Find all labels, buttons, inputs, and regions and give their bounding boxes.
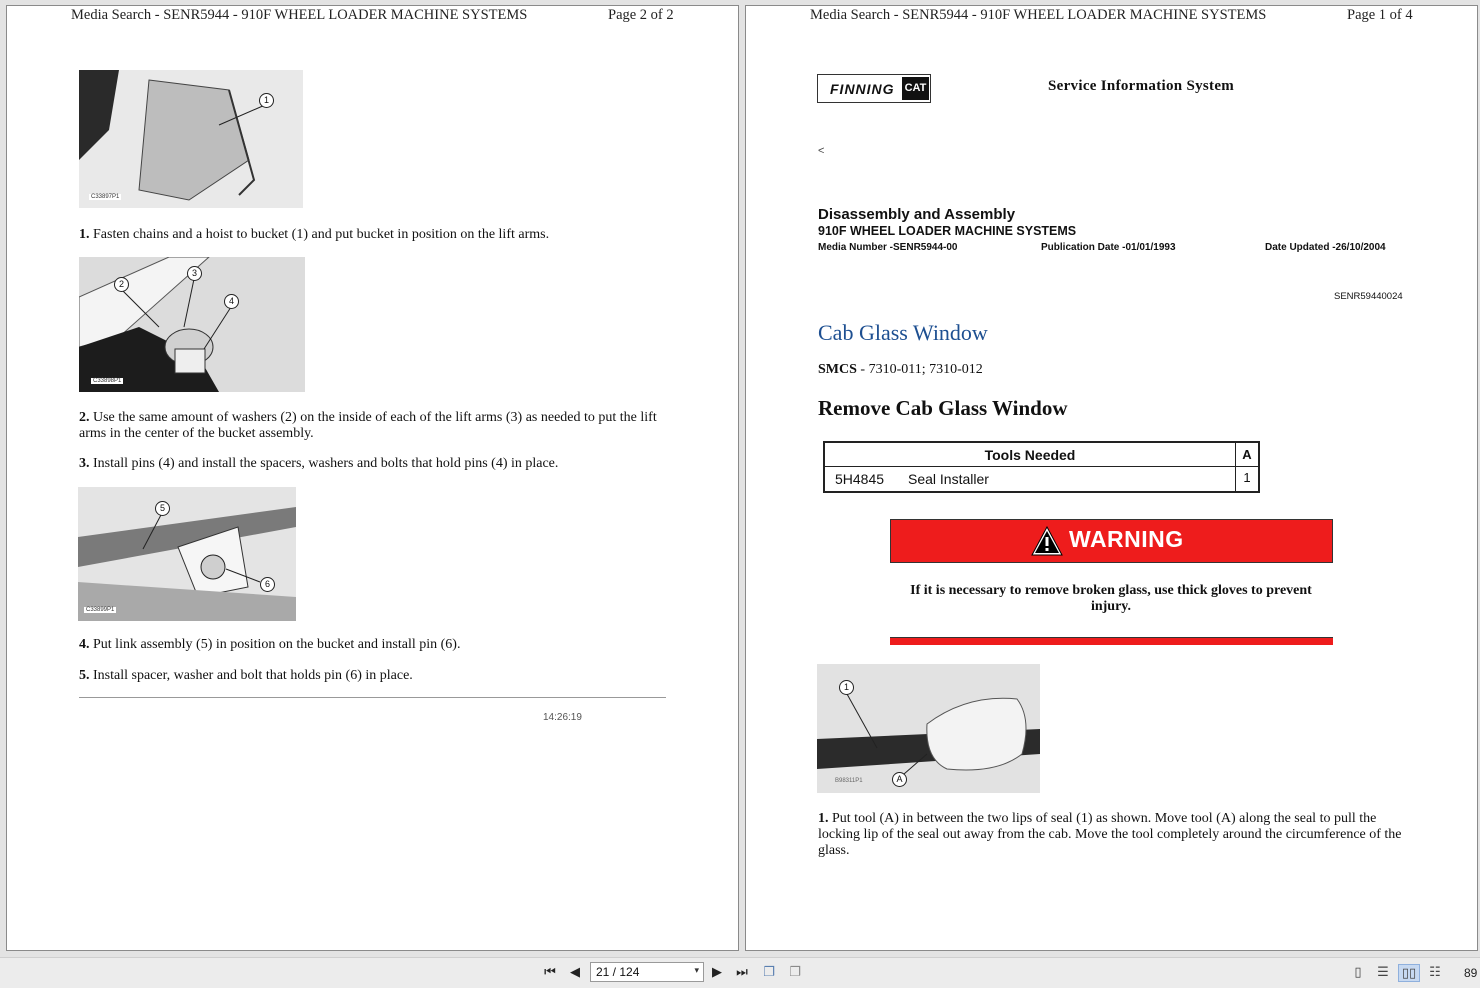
footer-time: 14:26:19: [543, 712, 582, 723]
photo-id: C33897P1: [91, 194, 120, 200]
step-number: 5.: [79, 668, 90, 683]
facing-icon[interactable]: ▯▯: [1398, 964, 1420, 982]
step-2: [79, 410, 669, 442]
procedure-title: Remove Cab Glass Window: [818, 396, 1068, 420]
back-arrow-icon[interactable]: <: [818, 145, 825, 157]
callout-label: 3: [187, 266, 202, 281]
continuous-facing-icon[interactable]: ☷: [1429, 965, 1441, 980]
step-text: Use the same amount of washers (2) on the inside of each of the lift arms (3) as needed to put the lift arms in the center of the bucket assembly.: [79, 410, 657, 441]
step-number: 1.: [79, 227, 90, 242]
last-page-icon[interactable]: ⏭: [736, 965, 748, 980]
page-title: Cab Glass Window: [818, 320, 988, 345]
footer-divider: [79, 697, 666, 698]
date-updated: Date Updated -26/10/2004: [1265, 242, 1386, 253]
finning-cat-logo: [817, 74, 931, 103]
warning-bottom-bar: [890, 637, 1333, 645]
step-1: [818, 811, 1403, 859]
callout-label: 4: [224, 294, 239, 309]
part-name: Seal Installer: [908, 471, 989, 487]
logo-text: FINNING: [830, 81, 895, 97]
media-number: Media Number -SENR5944-00: [818, 242, 958, 253]
callout-label: 5: [155, 501, 170, 516]
warning-banner: [890, 519, 1333, 563]
step-number: 1.: [818, 811, 829, 826]
zoom-level[interactable]: 89: [1464, 966, 1478, 980]
callout-label: 1: [839, 680, 854, 695]
link-assembly-photo: [78, 487, 296, 621]
photo-id: B98311P1: [835, 778, 863, 784]
step-1: [79, 227, 679, 243]
step-text: Install pins (4) and install the spacers, washers and bolts that hold pins (4) in place.: [93, 456, 559, 471]
page-field[interactable]: 21 / 124: [596, 965, 640, 979]
lift-arm-photo: [79, 257, 305, 392]
warning-label: WARNING: [1069, 526, 1184, 552]
callout-label: 1: [259, 93, 274, 108]
step-number: 3.: [79, 456, 90, 471]
step-3: [79, 456, 679, 472]
header-title: Media Search - SENR5944 - 910F WHEEL LOADER MACHINE SYSTEMS: [810, 7, 1267, 23]
machine-title: 910F WHEEL LOADER MACHINE SYSTEMS: [818, 224, 1077, 238]
bucket-photo: [79, 70, 303, 208]
doc-id: SENR59440024: [1334, 291, 1403, 302]
fit-width-icon[interactable]: ❐: [789, 965, 801, 980]
tools-col-header: A: [1236, 443, 1258, 467]
page-selector[interactable]: [590, 962, 704, 982]
left-page: [6, 5, 739, 951]
section-title: Disassembly and Assembly: [818, 206, 1016, 223]
seal-tool-photo: [817, 664, 1040, 793]
cat-logo: CAT: [902, 77, 929, 100]
step-text: Install spacer, washer and bolt that holds pin (6) in place.: [93, 668, 413, 683]
warning-triangle-icon: [1031, 526, 1063, 556]
photo-id: C33899P1: [86, 607, 115, 613]
single-page-icon[interactable]: ▯: [1354, 965, 1362, 980]
part-number: 5H4845: [835, 471, 885, 487]
next-page-icon[interactable]: ▶: [712, 965, 722, 980]
callout-label: A: [892, 772, 907, 787]
publication-date: Publication Date -01/01/1993: [1041, 242, 1176, 253]
step-5: [79, 668, 679, 684]
photo-id: C33898P1: [93, 378, 122, 384]
first-page-icon[interactable]: ⏮: [544, 965, 556, 980]
continuous-icon[interactable]: ☰: [1377, 965, 1389, 980]
header-page-number: Page 1 of 4: [1347, 7, 1413, 23]
header-page-number: Page 2 of 2: [608, 7, 674, 23]
smcs-codes: - 7310-011; 7310-012: [856, 362, 983, 377]
step-text: Put link assembly (5) in position on the bucket and install pin (6).: [93, 637, 461, 652]
warning-text: If it is necessary to remove broken glass, use thick gloves to prevent injury.: [910, 583, 1312, 614]
step-number: 4.: [79, 637, 90, 652]
sis-title: Service Information System: [1048, 78, 1235, 94]
part-qty: 1: [1243, 470, 1251, 485]
callout-label: 2: [114, 277, 129, 292]
prev-page-icon[interactable]: ◀: [570, 965, 580, 980]
viewer-toolbar: [0, 957, 1480, 988]
callout-label: 6: [260, 577, 275, 592]
right-page: [745, 5, 1478, 951]
step-text: Fasten chains and a hoist to bucket (1) and put bucket in position on the lift arms.: [93, 227, 550, 242]
step-text: Put tool (A) in between the two lips of seal (1) as shown. Move tool (A) along the seal to pull the locking lip of the seal out away from the cab. Move the tool completely around the circumference of the glass.: [818, 811, 1402, 858]
tools-header: Tools Needed: [825, 443, 1236, 467]
header-title: Media Search - SENR5944 - 910F WHEEL LOADER MACHINE SYSTEMS: [71, 7, 528, 23]
smcs-label: SMCS: [818, 362, 857, 377]
step-number: 2.: [79, 410, 90, 425]
step-4: [79, 637, 679, 653]
tools-row: [825, 467, 1236, 491]
smcs-line: [818, 362, 983, 378]
tools-table: [823, 441, 1260, 493]
fit-page-icon[interactable]: ❐: [763, 965, 775, 980]
dropdown-arrow-icon[interactable]: ▾: [694, 965, 699, 975]
